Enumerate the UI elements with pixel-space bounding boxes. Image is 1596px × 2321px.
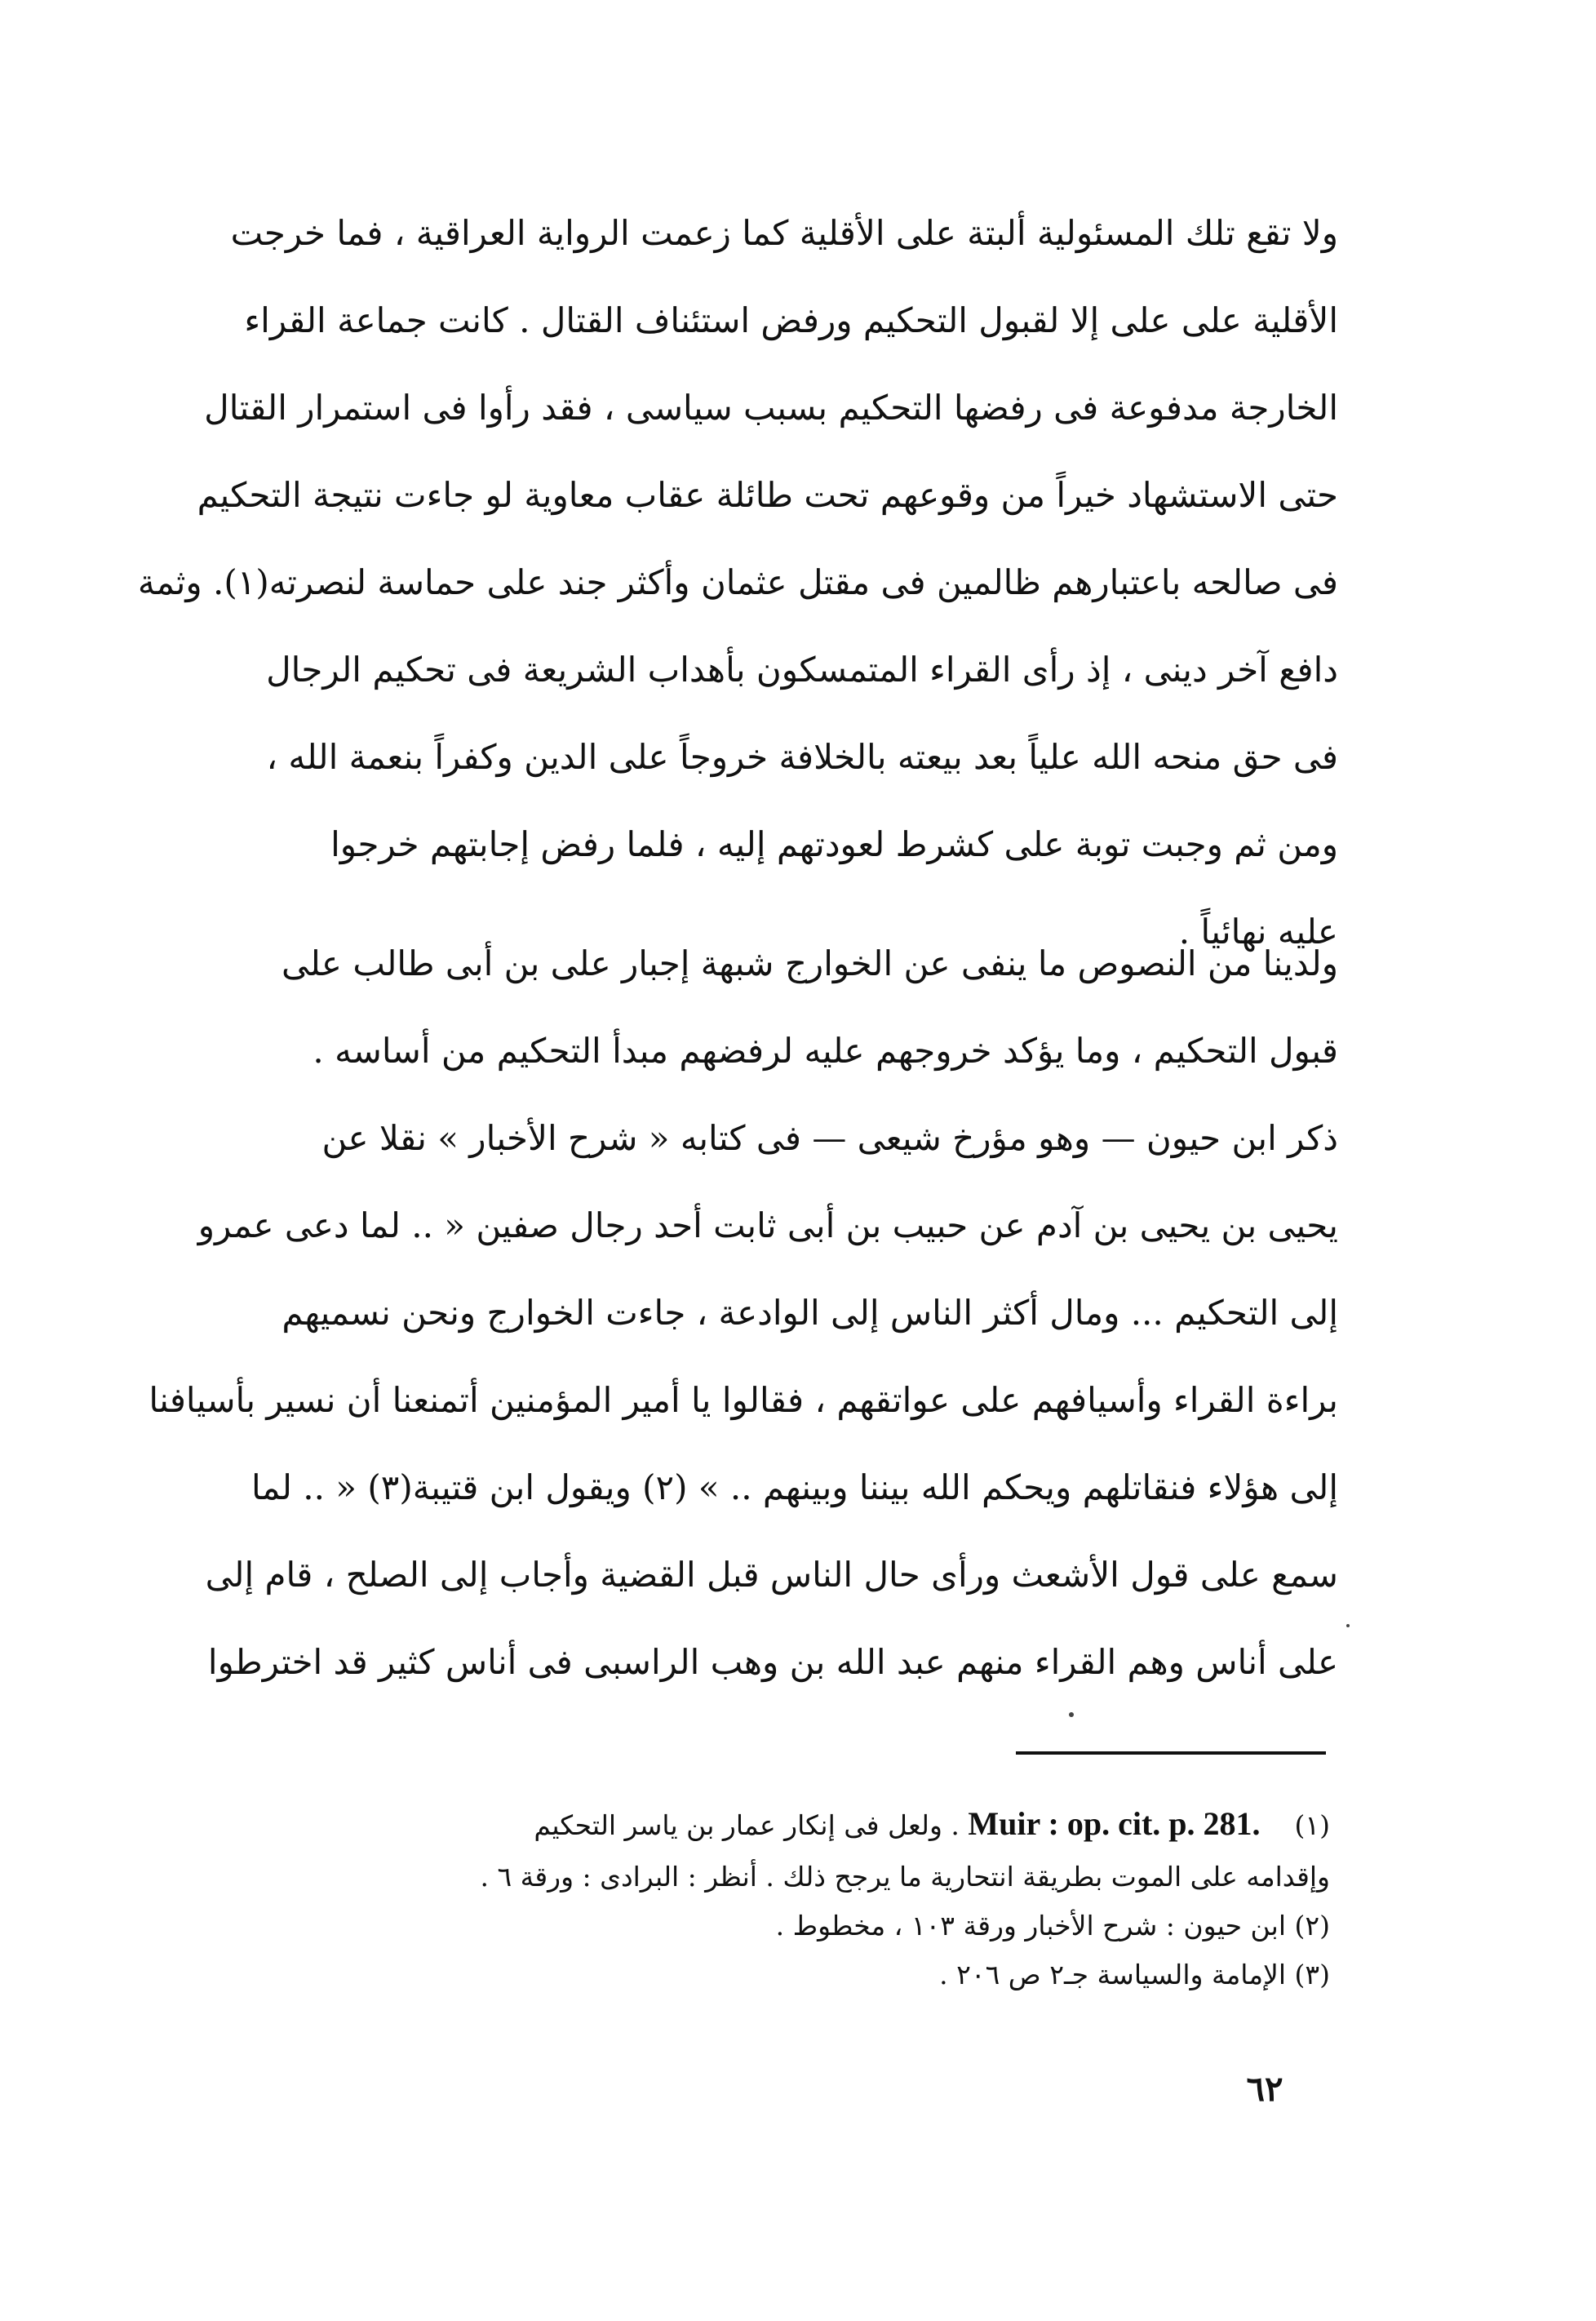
scan-speck bbox=[1069, 1712, 1074, 1717]
footnote-2: (٢) ابن حيون : شرح الأخبار ورقة ١٠٣ ، مخطوط . bbox=[775, 1910, 1330, 1942]
footnote-separator bbox=[1016, 1751, 1326, 1755]
paragraph-2-line: براءة القراء وأسيافهم على عواتقهم ، فقالوا يا أمير المؤمنين أتمنعنا أن نسير بأسيافنا bbox=[149, 1380, 1338, 1420]
paragraph-1-line: فى صالحه باعتبارهم ظالمين فى مقتل عثمان وأكثر جند على حماسة لنصرته(١). وثمة bbox=[137, 562, 1338, 602]
paragraph-2-line: ولدينا من النصوص ما ينفى عن الخوارج شبهة إجبار على بن أبى طالب على bbox=[282, 943, 1338, 983]
paragraph-1-line: الخارجة مدفوعة فى رفضها التحكيم بسبب سياسى ، فقد رأوا فى استمرار القتال bbox=[204, 388, 1338, 428]
paragraph-1-line: فى حق منحه الله علياً بعد بيعته بالخلافة خروجاً على الدين وكفراً بنعمة الله ، bbox=[266, 737, 1338, 777]
footnote-1-citation: Muir : op. cit. p. 281. bbox=[968, 1805, 1261, 1842]
paragraph-2-line: يحيى بن يحيى بن آدم عن حبيب بن أبى ثابت أحد رجال صفين « .. لما دعى عمرو bbox=[197, 1205, 1338, 1245]
footnote-1-continuation: وإقدامه على الموت بطريقة انتحارية ما يرجح ذلك . أنظر : البرادى : ورقة ٦ . bbox=[480, 1861, 1330, 1893]
paragraph-1-line: عليه نهائياً . bbox=[1178, 912, 1338, 952]
paragraph-1-line: دافع آخر دينى ، إذ رأى القراء المتمسكون بأهداب الشريعة فى تحكيم الرجال bbox=[266, 650, 1338, 690]
scan-speck bbox=[1346, 1624, 1350, 1627]
paragraph-1-line: ولا تقع تلك المسئولية ألبتة على الأقلية كما زعمت الرواية العراقية ، فما خرجت bbox=[230, 213, 1338, 253]
paragraph-2-line: إلى التحكيم ... ومال أكثر الناس إلى الوادعة ، جاءت الخوارج ونحن نسميهم bbox=[282, 1293, 1338, 1333]
paragraph-1-line: حتى الاستشهاد خيراً من وقوعهم تحت طائلة عقاب معاوية لو جاءت نتيجة التحكيم bbox=[197, 475, 1338, 515]
footnote-1 bbox=[245, 1805, 1330, 1842]
footnote-3: (٣) الإمامة والسياسة جـ٢ ص ٢٠٦ . bbox=[939, 1959, 1330, 1990]
paragraph-2-line: على أناس وهم القراء منهم عبد الله بن وهب الراسبى فى أناس كثير قد اخترطوا bbox=[207, 1642, 1338, 1682]
footnote-1-text: . ولعل فى إنكار عمار بن ياسر التحكيم bbox=[534, 1809, 960, 1841]
paragraph-2-line: سمع على قول الأشعث ورأى حال الناس قبل القضية وأجاب إلى الصلح ، قام إلى bbox=[205, 1555, 1338, 1595]
paragraph-2-line: ذكر ابن حيون — وهو مؤرخ شيعى — فى كتابه « شرح الأخبار » نقلا عن bbox=[321, 1118, 1338, 1158]
paragraph-2-line: قبول التحكيم ، وما يؤكد خروجهم عليه لرفضهم مبدأ التحكيم من أساسه . bbox=[313, 1031, 1338, 1071]
paragraph-1-line: ومن ثم وجبت توبة على كشرط لعودتهم إليه ، فلما رفض إجابتهم خرجوا bbox=[330, 824, 1338, 864]
paragraph-2-line: إلى هؤلاء فنقاتلهم ويحكم الله بيننا وبينهم .. » (٢) ويقول ابن قتيبة(٣) « .. لما bbox=[251, 1467, 1338, 1507]
paragraph-1-line: الأقلية على على إلا لقبول التحكيم ورفض استئناف القتال . كانت جماعة القراء bbox=[244, 300, 1338, 340]
footnote-1-marker: (١) bbox=[1294, 1809, 1330, 1841]
page-number: ٦٢ bbox=[1246, 2069, 1283, 2109]
